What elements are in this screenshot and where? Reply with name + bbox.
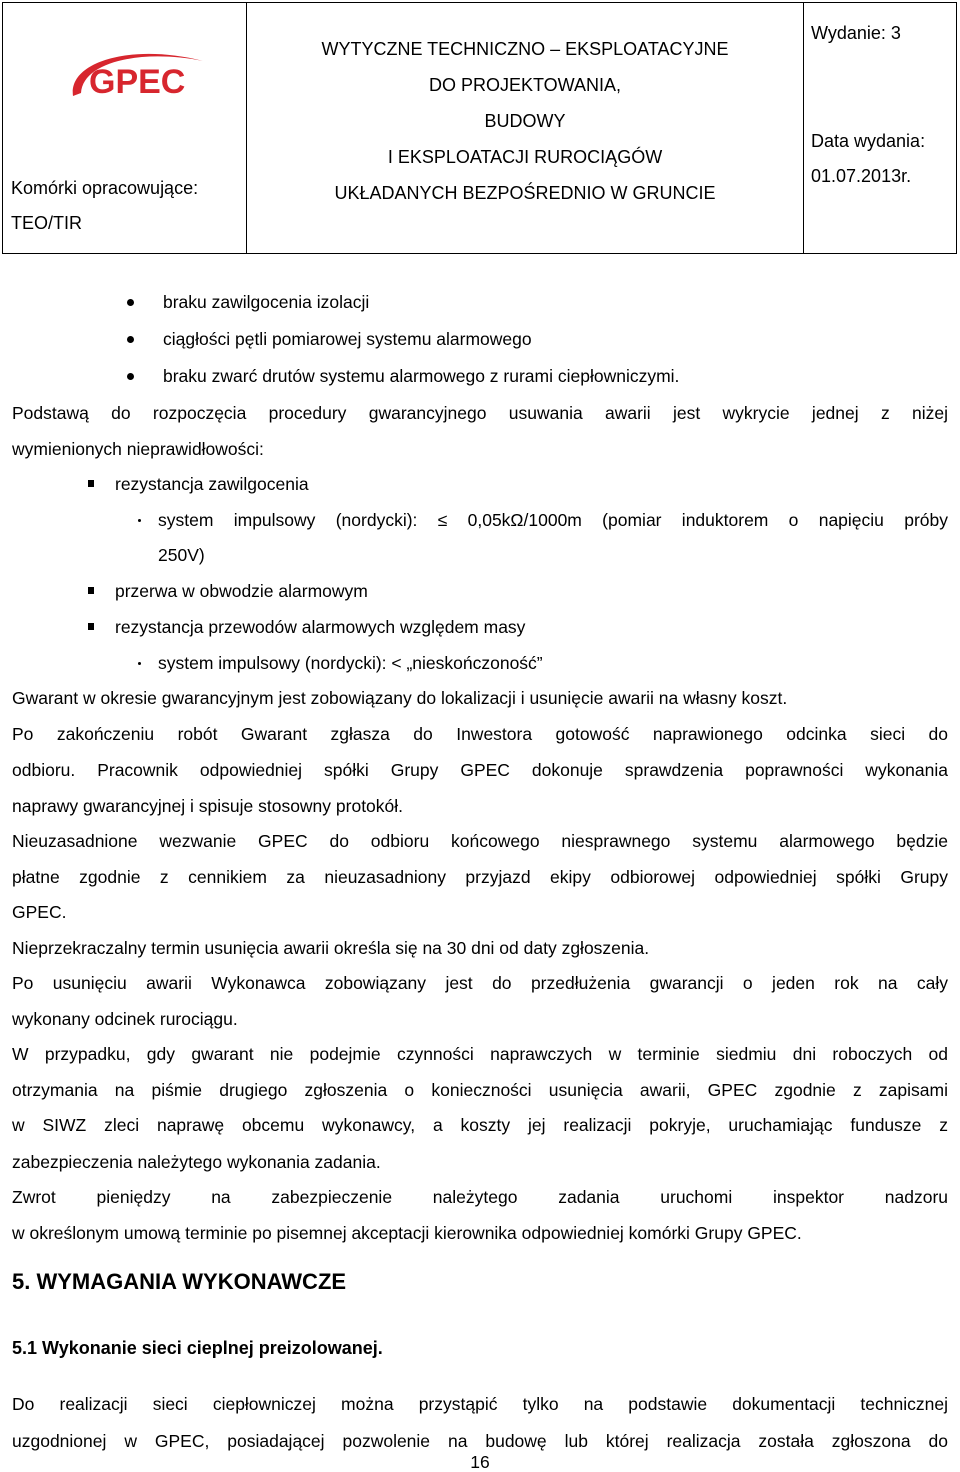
paragraph-line: Zwrot pieniędzy na zabezpieczenie należytego zadania uruchomi inspektor nadzoru — [12, 1187, 948, 1207]
section-heading: 5. WYMAGANIA WYKONAWCZE — [12, 1269, 347, 1294]
paragraph-line: płatne zgodnie z cennikiem za nieuzasadniony przyjazd ekipy odbiorowej odpowiedniej spółki Grupy — [12, 867, 948, 887]
date-value: 01.07.2013r. — [811, 166, 912, 186]
paragraph-line: GPEC. — [12, 902, 67, 922]
logo-text: GPEC — [89, 63, 186, 101]
paragraph-line: naprawy gwarancyjnej i spisuje stosowny protokół. — [12, 796, 404, 816]
paragraph-line: Po zakończeniu robót Gwarant zgłasza do Inwestora gotowość naprawionego odcinka sieci do — [12, 724, 948, 744]
list-item: przerwa w obwodzie alarmowym — [115, 581, 368, 601]
header-title-line-3: BUDOWY — [484, 111, 566, 131]
bullet-icon — [127, 336, 134, 343]
list-item: rezystancja zawilgocenia — [115, 474, 309, 494]
paragraph-line: wykonany odcinek rurociągu. — [12, 1009, 238, 1029]
edition-label: Wydanie: 3 — [811, 23, 901, 43]
paragraph-line: Do realizacji sieci ciepłowniczej można przystąpić tylko na podstawie dokumentacji technicznej — [12, 1394, 948, 1414]
paragraph-line: wymienionych nieprawidłowości: — [12, 439, 264, 459]
paragraph-line: Nieuzasadnione wezwanie GPEC do odbioru końcowego niesprawnego systemu alarmowego będzie — [12, 831, 948, 851]
paragraph-line: W przypadku, gdy gwarant nie podejmie czynności naprawczych w terminie siedmiu dni roboczych od — [12, 1044, 948, 1064]
paragraph-line: odbioru. Pracownik odpowiedniej spółki Grupy GPEC dokonuje sprawdzenia poprawności wykonania — [12, 760, 948, 780]
header-title-line-4: I EKSPLOATACJI RUROCIĄGÓW — [387, 147, 663, 167]
header-title-line-1: WYTYCZNE TECHNICZNO – EKSPLOATACYJNE — [321, 39, 729, 59]
document-header — [2, 2, 957, 254]
list-subitem: system impulsowy (nordycki): < „nieskończoność” — [158, 653, 543, 673]
square-bullet-icon — [88, 480, 94, 487]
paragraph-line: Nieprzekraczalny termin usunięcia awarii określa się na 30 dni od daty zgłoszenia. — [12, 938, 650, 958]
header-title-line-5: UKŁADANYCH BEZPOŚREDNIO W GRUNCIE — [334, 183, 716, 203]
paragraph-line: Po usunięciu awarii Wykonawca zobowiązany jest do przedłużenia gwarancji o jeden rok na cały — [12, 973, 948, 993]
bullet-icon — [127, 373, 134, 380]
paragraph-line: w SIWZ zleci naprawę obcemu wykonawcy, a koszty jej realizacji pokryje, uruchamiając fundusze z — [12, 1115, 948, 1135]
subsection-heading: 5.1 Wykonanie sieci cieplnej preizolowanej. — [12, 1338, 383, 1358]
dot-bullet-icon — [138, 519, 141, 522]
paragraph-line: otrzymania na piśmie drugiego zgłoszenia o konieczności usunięcia awarii, GPEC zgodnie z zapisami — [12, 1080, 948, 1100]
bullet-icon — [127, 299, 134, 306]
list-subitem-cont: 250V) — [158, 545, 205, 565]
date-label: Data wydania: — [811, 131, 926, 151]
gpec-logo — [63, 41, 213, 111]
square-bullet-icon — [88, 623, 94, 630]
cells-label: Komórki opracowujące: — [11, 178, 199, 198]
list-item: braku zawilgocenia izolacji — [163, 292, 370, 312]
paragraph-line: zabezpieczenia należytego wykonania zadania. — [12, 1152, 381, 1172]
dot-bullet-icon — [138, 662, 141, 665]
list-item: rezystancja przewodów alarmowych względem masy — [115, 617, 526, 637]
header-title-cell — [247, 3, 804, 253]
header-right-cell — [804, 3, 956, 253]
list-item: ciągłości pętli pomiarowej systemu alarmowego — [163, 329, 532, 349]
paragraph-line: uzgodnionej w GPEC, posiadającej pozwolenie na budowę lub której realizacja została zgłoszona do — [12, 1431, 948, 1451]
list-item: braku zwarć drutów systemu alarmowego z rurami ciepłowniczymi. — [163, 366, 680, 386]
paragraph-line: Podstawą do rozpoczęcia procedury gwarancyjnego usuwania awarii jest wykrycie jednej z niżej — [12, 403, 948, 423]
cells-value: TEO/TIR — [11, 213, 82, 233]
square-bullet-icon — [88, 587, 94, 594]
paragraph-line: w określonym umową terminie po pisemnej akceptacji kierownika odpowiedniej komórki Grupy GPEC. — [12, 1223, 802, 1243]
header-left-cell — [3, 3, 247, 253]
header-title-line-2: DO PROJEKTOWANIA, — [428, 75, 622, 95]
paragraph-line: Gwarant w okresie gwarancyjnym jest zobowiązany do lokalizacji i usunięcie awarii na własny koszt. — [12, 688, 788, 708]
page-number: 16 — [470, 1452, 490, 1472]
list-subitem: system impulsowy (nordycki): ≤ 0,05kΩ/1000m (pomiar induktorem o napięciu próby — [158, 510, 948, 530]
logo-swoosh-icon — [63, 41, 213, 111]
